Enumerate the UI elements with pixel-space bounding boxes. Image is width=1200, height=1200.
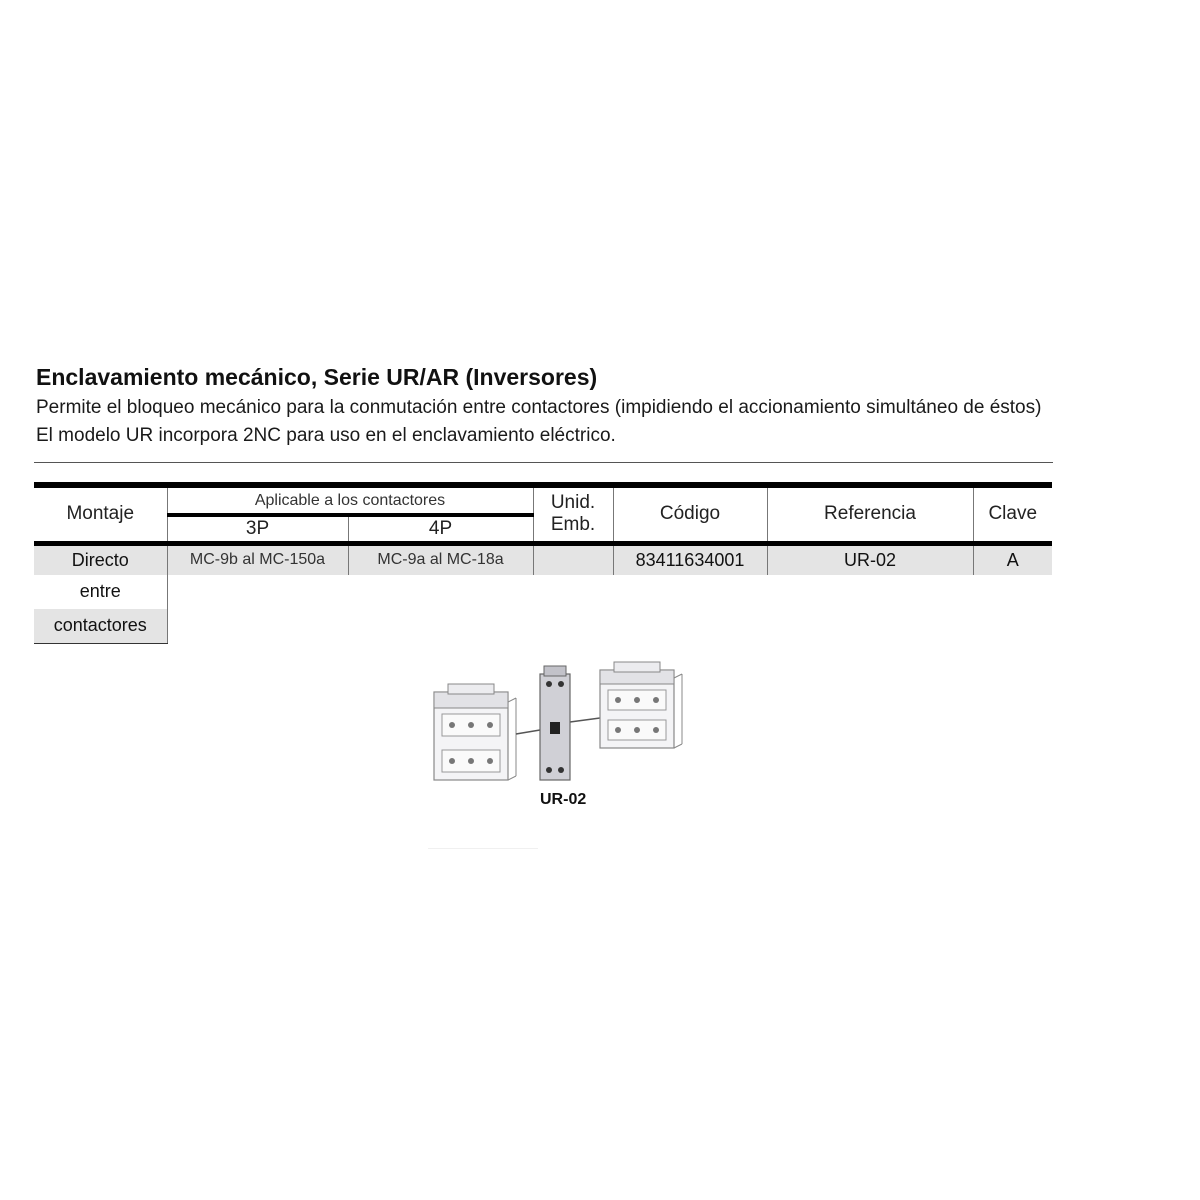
table-row xyxy=(34,543,1052,575)
header-unid-line1: Unid. xyxy=(550,492,596,514)
cell-clave: A xyxy=(973,543,1052,575)
header-3p: 3P xyxy=(167,515,348,543)
header-unid-emb xyxy=(533,485,613,543)
right-contactor-icon xyxy=(600,662,682,748)
cell-montaje-line2: entre xyxy=(34,575,167,609)
header-unid-line2: Emb. xyxy=(550,514,596,536)
header-montaje: Montaje xyxy=(34,485,167,543)
page-title: Enclavamiento mecánico, Serie UR/AR (Inversores) xyxy=(36,364,598,390)
cell-codigo: 83411634001 xyxy=(613,543,767,575)
header-referencia: Referencia xyxy=(767,485,973,543)
description-line-1: Permite el bloqueo mecánico para la conmutación entre contactores (impidiendo el accionamiento simultáneo de éstos) xyxy=(36,397,1042,418)
cell-montaje-line3: contactores xyxy=(34,609,167,644)
cell-4p: MC-9a al MC-18a xyxy=(348,543,533,575)
header-aplicable: Aplicable a los contactores xyxy=(167,485,533,515)
faint-mark xyxy=(428,848,538,849)
description-line-2: El modelo UR incorpora 2NC para uso en el enclavamiento eléctrico. xyxy=(36,425,616,446)
cell-3p: MC-9b al MC-150a xyxy=(167,543,348,575)
ur-02-illustration xyxy=(420,652,688,792)
interlock-module-icon xyxy=(540,666,570,780)
divider xyxy=(34,462,1053,463)
cell-unid xyxy=(533,543,613,575)
left-contactor-icon xyxy=(434,684,516,780)
header-4p: 4P xyxy=(348,515,533,543)
header-codigo: Código xyxy=(613,485,767,543)
cell-montaje: Directo xyxy=(34,543,167,575)
cell-referencia: UR-02 xyxy=(767,543,973,575)
spec-table xyxy=(34,482,1052,644)
figure-caption: UR-02 xyxy=(540,791,587,808)
header-clave: Clave xyxy=(973,485,1052,543)
